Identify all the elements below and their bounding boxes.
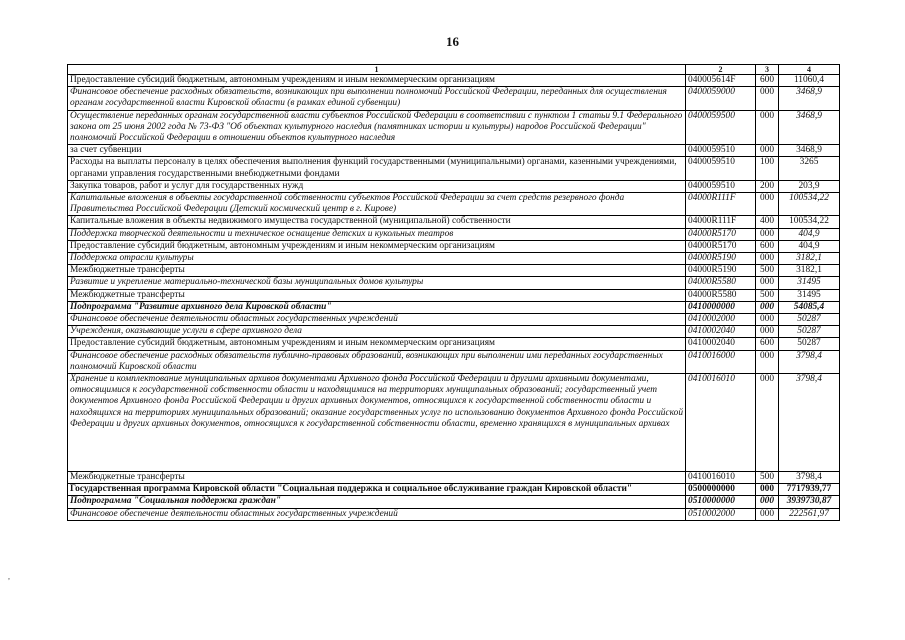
row-name: Закупка товаров, работ и услуг для государственных нужд [68, 180, 686, 192]
row-sum: 203,9 [779, 180, 840, 192]
table-row [68, 240, 840, 252]
budget-table [67, 64, 840, 521]
row-sum: 11060,4 [779, 75, 840, 87]
table-row [68, 472, 840, 484]
row-name: Межбюджетные трансферты [68, 265, 686, 277]
row-type: 000 [756, 508, 779, 520]
row-type: 000 [756, 87, 779, 110]
row-code: 0400059500 [686, 110, 756, 145]
row-type: 000 [756, 145, 779, 157]
row-sum: 3798,4 [779, 472, 840, 484]
table-row [68, 338, 840, 350]
row-name: Осуществление переданных органам государственной власти субъектов Российской Федерации в соответствии с пунктом 1 статьи 9.1 Федерального закона от 25 июня 2002 года № 73-ФЗ "Об объектах культурного наследия (памятниках истории и культуры) народов Российской Федерации" полномочий Российской Федерации в отношении объектов культурного наследия [68, 110, 686, 145]
row-code: 0410002040 [686, 338, 756, 350]
row-type: 000 [756, 374, 779, 472]
table-row [68, 289, 840, 301]
table-row [68, 265, 840, 277]
scan-edge-mark: , [8, 572, 10, 581]
row-type: 000 [756, 193, 779, 216]
row-sum: 3468,9 [779, 87, 840, 110]
row-type: 600 [756, 338, 779, 350]
table-row [68, 145, 840, 157]
row-type: 100 [756, 157, 779, 180]
row-name: Подпрограмма "Развитие архивного дела Кировской области" [68, 301, 686, 313]
table-row [68, 180, 840, 192]
row-type: 000 [756, 326, 779, 338]
row-code: 04000R5580 [686, 277, 756, 289]
row-code: 0500000000 [686, 484, 756, 496]
row-code: 0510000000 [686, 496, 756, 508]
row-code: 0410016000 [686, 350, 756, 373]
table-row [68, 157, 840, 180]
row-name: за счет субвенции [68, 145, 686, 157]
row-type: 600 [756, 75, 779, 87]
row-sum: 404,9 [779, 240, 840, 252]
row-type: 000 [756, 314, 779, 326]
row-code: 04000R5190 [686, 265, 756, 277]
row-name: Межбюджетные трансферты [68, 289, 686, 301]
table-row [68, 87, 840, 110]
row-name: Учреждения, оказывающие услуги в сфере архивного дела [68, 326, 686, 338]
row-sum: 50287 [779, 338, 840, 350]
table-row [68, 301, 840, 313]
row-name: Подпрограмма "Социальная поддержка граждан" [68, 496, 686, 508]
table-row [68, 508, 840, 520]
row-type: 400 [756, 216, 779, 228]
row-sum: 3468,9 [779, 145, 840, 157]
row-sum: 31495 [779, 277, 840, 289]
row-name: Капитальные вложения в объекты недвижимого имущества государственной (муниципальной) собственности [68, 216, 686, 228]
row-sum: 3798,4 [779, 350, 840, 373]
table-row [68, 110, 840, 145]
page-number: 16 [446, 34, 459, 49]
row-code: 0410002040 [686, 326, 756, 338]
table-row [68, 374, 840, 472]
header-col-1: 1 [68, 65, 686, 75]
row-name: Финансовое обеспечение расходных обязательств, возникающих при выполнении полномочий Российской Федерации, переданных для осуществления органам государственной власти Кировской области (в рамках единой субвенции) [68, 87, 686, 110]
row-sum: 100534,22 [779, 216, 840, 228]
row-code: 0400059510 [686, 145, 756, 157]
table-header-row [68, 65, 840, 75]
row-code: 0400059000 [686, 87, 756, 110]
table-row [68, 75, 840, 87]
row-name: Финансовое обеспечение расходных обязательств публично-правовых образований, возникающих при выполнении ими переданных государственных полномочий Кировской области [68, 350, 686, 373]
row-code: 04000R111F [686, 216, 756, 228]
row-sum: 3939730,87 [779, 496, 840, 508]
row-sum: 3182,1 [779, 253, 840, 265]
table-row [68, 496, 840, 508]
row-code: 040005614F [686, 75, 756, 87]
table-row [68, 314, 840, 326]
row-sum: 3265 [779, 157, 840, 180]
row-sum: 222561,97 [779, 508, 840, 520]
row-code: 0510002000 [686, 508, 756, 520]
header-col-4: 4 [779, 65, 840, 75]
row-sum: 3468,9 [779, 110, 840, 145]
row-code: 0410016010 [686, 472, 756, 484]
table-row [68, 228, 840, 240]
header-col-3: 3 [756, 65, 779, 75]
row-sum: 54085,4 [779, 301, 840, 313]
row-type: 500 [756, 289, 779, 301]
row-name: Хранение и комплектование муниципальных архивов документами Архивного фонда Российской Федерации и другими архивными документами, относящимися к государственной собственности области и находящимися на территориях муниципальных образований; государственный учет документов Архивного фонда Российской Федерации и других архивных документов, относящихся к государственной собственности области и находящихся на территориях муниципальных образований; оказание государственных услуг по использованию документов Архивного фонда Российской Федерации и других архивных документов, относящихся к государственной собственности области, временно хранящихся в муниципальных архивах [68, 374, 686, 472]
row-code: 04000R5170 [686, 240, 756, 252]
table-row [68, 326, 840, 338]
row-name: Расходы на выплаты персоналу в целях обеспечения выполнения функций государственными (муниципальными) органами, казенными учреждениями, органами управления государственными внебюджетными фондами [68, 157, 686, 180]
row-name: Финансовое обеспечение деятельности областных государственных учреждений [68, 314, 686, 326]
table-row [68, 193, 840, 216]
row-type: 500 [756, 265, 779, 277]
row-type: 200 [756, 180, 779, 192]
row-code: 0400059510 [686, 157, 756, 180]
row-name: Межбюджетные трансферты [68, 472, 686, 484]
row-name: Поддержка отрасли культуры [68, 253, 686, 265]
row-type: 000 [756, 301, 779, 313]
row-code: 04000R111F [686, 193, 756, 216]
row-sum: 50287 [779, 326, 840, 338]
row-name: Предоставление субсидий бюджетным, автономным учреждениям и иным некоммерческим организациям [68, 240, 686, 252]
row-type: 500 [756, 472, 779, 484]
row-type: 000 [756, 496, 779, 508]
row-sum: 50287 [779, 314, 840, 326]
row-type: 000 [756, 228, 779, 240]
row-code: 04000R5170 [686, 228, 756, 240]
table-row [68, 277, 840, 289]
row-sum: 7717939,77 [779, 484, 840, 496]
row-name: Предоставление субсидий бюджетным, автономным учреждениям и иным некоммерческим организациям [68, 75, 686, 87]
row-name: Поддержка творческой деятельности и техническое оснащение детских и кукольных театров [68, 228, 686, 240]
row-name: Капитальные вложения в объекты государственной собственности субъектов Российской Федерации за счет средств резервного фонда Правительства Российской Федерации (Детский космический центр в г. Кирове) [68, 193, 686, 216]
row-code: 04000R5580 [686, 289, 756, 301]
row-code: 0410002000 [686, 314, 756, 326]
row-sum: 3798,4 [779, 374, 840, 472]
row-sum: 100534,22 [779, 193, 840, 216]
row-name: Предоставление субсидий бюджетным, автономным учреждениям и иным некоммерческим организациям [68, 338, 686, 350]
table-row [68, 350, 840, 373]
table-body [68, 75, 840, 521]
table-row [68, 484, 840, 496]
row-type: 000 [756, 350, 779, 373]
row-type: 000 [756, 277, 779, 289]
row-type: 000 [756, 253, 779, 265]
row-code: 0410000000 [686, 301, 756, 313]
row-name: Развитие и укрепление материально-технической базы муниципальных домов культуры [68, 277, 686, 289]
header-col-2: 2 [686, 65, 756, 75]
row-name: Государственная программа Кировской области "Социальная поддержка и социальное обслуживание граждан Кировской области" [68, 484, 686, 496]
row-type: 000 [756, 110, 779, 145]
table-row [68, 216, 840, 228]
row-code: 04000R5190 [686, 253, 756, 265]
row-sum: 31495 [779, 289, 840, 301]
row-type: 600 [756, 240, 779, 252]
table-row [68, 253, 840, 265]
row-sum: 404,9 [779, 228, 840, 240]
row-name: Финансовое обеспечение деятельности областных государственных учреждений [68, 508, 686, 520]
row-code: 0400059510 [686, 180, 756, 192]
row-code: 0410016010 [686, 374, 756, 472]
row-sum: 3182,1 [779, 265, 840, 277]
row-type: 000 [756, 484, 779, 496]
